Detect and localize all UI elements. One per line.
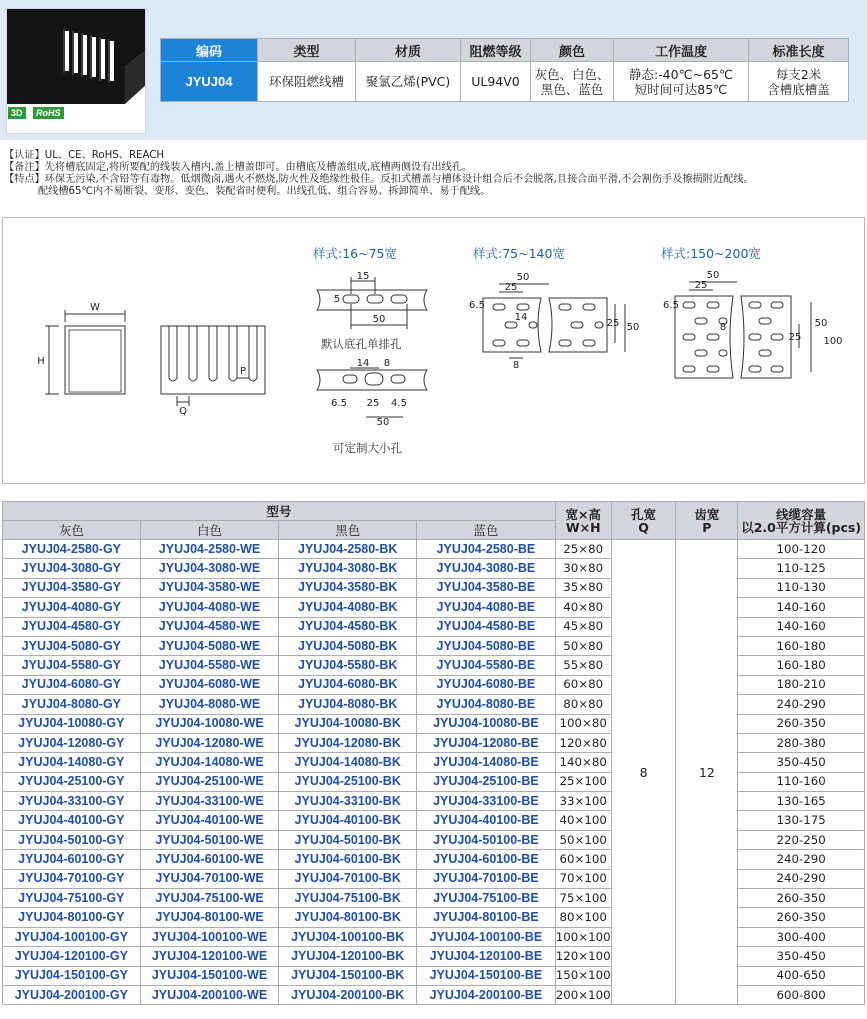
model-blue: JYUJ04-2580-BE — [417, 540, 556, 559]
model-white: JYUJ04-25100-WE — [140, 772, 279, 791]
model-blue: JYUJ04-4580-BE — [417, 617, 556, 636]
dim-8: 8 — [383, 358, 391, 369]
size-wh: 80×80 — [555, 695, 611, 714]
dim-14: 14 — [356, 358, 370, 369]
spec-color-line2: 黑色、蓝色 — [540, 81, 604, 97]
header-model: 型号 — [3, 502, 556, 521]
model-table-body — [3, 540, 865, 1005]
size-wh: 55×80 — [555, 656, 611, 675]
model-gray: JYUJ04-6080-GY — [3, 675, 141, 694]
dim-75-50: 50 — [516, 272, 530, 283]
spec-length-line1: 每支2米 — [775, 66, 822, 82]
note-feature: 【特点】环保无污染,不含铅等有毒物。低烟微卤,遇火不燃烧,防火性及绝缘性极佳。反扣式槽盖与槽体设计组合后不会脱落,且接合面平滑,不会割伤手及擦损附近配线。 — [4, 174, 754, 185]
size-wh: 40×80 — [555, 598, 611, 617]
model-white: JYUJ04-70100-WE — [140, 869, 279, 888]
cable-capacity: 110-160 — [738, 772, 865, 791]
dim-150-25v: 25 — [788, 332, 802, 343]
size-wh: 75×100 — [555, 889, 611, 908]
spec-header-temp: 工作温度 — [614, 39, 749, 62]
model-white: JYUJ04-200100-WE — [140, 985, 279, 1004]
dim-150-100v: 100 — [823, 336, 843, 347]
model-gray: JYUJ04-100100-GY — [3, 927, 141, 946]
note-certification: 【认证】UL、CE、RoHS、REACH — [4, 150, 165, 161]
model-gray: JYUJ04-2580-GY — [3, 540, 141, 559]
model-black: JYUJ04-14080-BK — [279, 753, 417, 772]
model-gray: JYUJ04-8080-GY — [3, 695, 141, 714]
style-label-75-140: 样式:75~140宽 — [473, 246, 565, 261]
model-black: JYUJ04-100100-BK — [279, 927, 417, 946]
model-black: JYUJ04-120100-BK — [279, 947, 417, 966]
3d-badge: 3D — [8, 107, 26, 119]
model-black: JYUJ04-12080-BK — [279, 733, 417, 752]
model-gray: JYUJ04-200100-GY — [3, 985, 141, 1004]
header-gray: 灰色 — [3, 521, 141, 540]
cable-capacity: 140-160 — [738, 598, 865, 617]
header-wh-line2: W×H — [565, 519, 601, 535]
model-black: JYUJ04-40100-BK — [279, 811, 417, 830]
header-capacity — [738, 502, 865, 540]
dim-150-50: 50 — [706, 270, 720, 281]
spec-color — [531, 62, 614, 102]
cable-capacity: 240-290 — [738, 850, 865, 869]
size-wh: 50×100 — [555, 830, 611, 849]
model-blue: JYUJ04-150100-BE — [417, 966, 556, 985]
model-gray: JYUJ04-3580-GY — [3, 578, 141, 597]
model-blue: JYUJ04-5580-BE — [417, 656, 556, 675]
spec-header-flame: 阻燃等级 — [461, 39, 531, 62]
model-gray: JYUJ04-33100-GY — [3, 792, 141, 811]
model-gray: JYUJ04-14080-GY — [3, 753, 141, 772]
model-white: JYUJ04-40100-WE — [140, 811, 279, 830]
model-gray: JYUJ04-5080-GY — [3, 636, 141, 655]
model-white: JYUJ04-12080-WE — [140, 733, 279, 752]
model-black: JYUJ04-200100-BK — [279, 985, 417, 1004]
cable-capacity: 110-125 — [738, 559, 865, 578]
dim-150-25: 25 — [694, 280, 708, 291]
model-blue: JYUJ04-12080-BE — [417, 733, 556, 752]
cable-capacity: 130-175 — [738, 811, 865, 830]
cable-capacity: 240-290 — [738, 695, 865, 714]
model-blue: JYUJ04-60100-BE — [417, 850, 556, 869]
model-white: JYUJ04-5080-WE — [140, 636, 279, 655]
spec-temp-line2: 短时间可达85℃ — [634, 81, 728, 97]
cable-capacity: 160-180 — [738, 636, 865, 655]
cable-capacity: 600-800 — [738, 985, 865, 1004]
style-label-16-75: 样式:16~75宽 — [313, 246, 397, 261]
model-blue: JYUJ04-8080-BE — [417, 695, 556, 714]
dim-h: H — [37, 356, 45, 367]
model-blue: JYUJ04-5080-BE — [417, 636, 556, 655]
size-wh: 40×100 — [555, 811, 611, 830]
size-wh: 35×80 — [555, 578, 611, 597]
model-blue: JYUJ04-4080-BE — [417, 598, 556, 617]
model-blue: JYUJ04-70100-BE — [417, 869, 556, 888]
spec-flame: UL94V0 — [461, 62, 531, 102]
model-white: JYUJ04-3080-WE — [140, 559, 279, 578]
model-gray: JYUJ04-150100-GY — [3, 966, 141, 985]
style-label-150-200: 样式:150~200宽 — [661, 246, 761, 261]
model-black: JYUJ04-150100-BK — [279, 966, 417, 985]
model-white: JYUJ04-3580-WE — [140, 578, 279, 597]
caption-default-holes: 默认底孔单排孔 — [321, 337, 402, 351]
model-blue: JYUJ04-14080-BE — [417, 753, 556, 772]
spec-header-code: 编码 — [161, 39, 258, 62]
model-black: JYUJ04-70100-BK — [279, 869, 417, 888]
spec-header-length: 标准长度 — [749, 39, 849, 62]
model-blue: JYUJ04-40100-BE — [417, 811, 556, 830]
model-blue: JYUJ04-100100-BE — [417, 927, 556, 946]
model-gray: JYUJ04-10080-GY — [3, 714, 141, 733]
model-white: JYUJ04-14080-WE — [140, 753, 279, 772]
size-wh: 50×80 — [555, 636, 611, 655]
caption-custom-holes: 可定制大小孔 — [333, 441, 402, 455]
duct-product-illustration — [7, 9, 146, 134]
model-white: JYUJ04-60100-WE — [140, 850, 279, 869]
model-blue: JYUJ04-200100-BE — [417, 985, 556, 1004]
cable-capacity: 350-450 — [738, 947, 865, 966]
size-wh: 70×100 — [555, 869, 611, 888]
model-blue: JYUJ04-25100-BE — [417, 772, 556, 791]
model-white: JYUJ04-8080-WE — [140, 695, 279, 714]
model-black: JYUJ04-50100-BK — [279, 830, 417, 849]
size-wh: 120×80 — [555, 733, 611, 752]
model-gray: JYUJ04-12080-GY — [3, 733, 141, 752]
dim-q: Q — [179, 406, 187, 417]
model-gray: JYUJ04-5580-GY — [3, 656, 141, 675]
model-gray: JYUJ04-120100-GY — [3, 947, 141, 966]
dim-75-50v: 50 — [626, 322, 640, 333]
model-white: JYUJ04-33100-WE — [140, 792, 279, 811]
model-white: JYUJ04-100100-WE — [140, 927, 279, 946]
model-gray: JYUJ04-40100-GY — [3, 811, 141, 830]
header-blue: 蓝色 — [417, 521, 556, 540]
spec-header-color: 颜色 — [531, 39, 614, 62]
model-white: JYUJ04-10080-WE — [140, 714, 279, 733]
model-gray: JYUJ04-4080-GY — [3, 598, 141, 617]
model-gray: JYUJ04-4580-GY — [3, 617, 141, 636]
product-image — [6, 8, 146, 134]
cable-capacity: 240-290 — [738, 869, 865, 888]
cable-capacity: 300-400 — [738, 927, 865, 946]
header-q-line1: 孔宽 — [631, 506, 657, 522]
dim-p: P — [239, 366, 247, 377]
model-black: JYUJ04-25100-BK — [279, 772, 417, 791]
model-black: JYUJ04-2580-BK — [279, 540, 417, 559]
header-p-line1: 齿宽 — [694, 506, 720, 522]
model-blue: JYUJ04-50100-BE — [417, 830, 556, 849]
model-black: JYUJ04-8080-BK — [279, 695, 417, 714]
dim-75-25: 25 — [504, 282, 518, 293]
dim-75-14: 14 — [514, 312, 528, 323]
note-remark: 【备注】先将槽底固定,将所要配的线装入槽内,盖上槽盖即可。由槽底及槽盖组成,底槽两侧设有出线孔。 — [4, 162, 473, 173]
size-wh: 120×100 — [555, 947, 611, 966]
header-black: 黑色 — [279, 521, 417, 540]
model-black: JYUJ04-5080-BK — [279, 636, 417, 655]
model-blue: JYUJ04-33100-BE — [417, 792, 556, 811]
model-blue: JYUJ04-10080-BE — [417, 714, 556, 733]
model-gray: JYUJ04-25100-GY — [3, 772, 141, 791]
model-black: JYUJ04-4080-BK — [279, 598, 417, 617]
model-white: JYUJ04-5580-WE — [140, 656, 279, 675]
header-capacity-line1: 线缆容量 — [776, 506, 827, 522]
header-capacity-line2: 以2.0平方计算(pcs) — [741, 519, 862, 535]
model-black: JYUJ04-75100-BK — [279, 889, 417, 908]
size-wh: 140×80 — [555, 753, 611, 772]
cable-capacity: 160-180 — [738, 656, 865, 675]
model-black: JYUJ04-6080-BK — [279, 675, 417, 694]
spec-length — [749, 62, 849, 102]
spec-temp — [614, 62, 749, 102]
header-q — [611, 502, 676, 540]
dim-150-50v: 50 — [814, 318, 828, 329]
model-black: JYUJ04-3580-BK — [279, 578, 417, 597]
model-gray: JYUJ04-80100-GY — [3, 908, 141, 927]
spec-table — [160, 38, 849, 102]
hole-width: 8 — [611, 540, 676, 1005]
size-wh: 60×100 — [555, 850, 611, 869]
header-wh-line1: 宽×高 — [565, 506, 601, 522]
dim-25: 25 — [366, 398, 380, 409]
model-black: JYUJ04-10080-BK — [279, 714, 417, 733]
size-wh: 25×100 — [555, 772, 611, 791]
header-p — [676, 502, 738, 540]
dim-6-5: 6.5 — [331, 398, 347, 409]
model-white: JYUJ04-50100-WE — [140, 830, 279, 849]
spec-code: JYUJ04 — [161, 62, 258, 102]
cable-capacity: 280-380 — [738, 733, 865, 752]
dim-15: 15 — [356, 271, 370, 282]
spec-value-row — [161, 62, 849, 102]
size-wh: 100×100 — [555, 927, 611, 946]
dim-4-5: 4.5 — [391, 398, 407, 409]
model-white: JYUJ04-4080-WE — [140, 598, 279, 617]
dim-w: W — [90, 302, 100, 313]
model-gray: JYUJ04-50100-GY — [3, 830, 141, 849]
dim-75-25v: 25 — [606, 318, 620, 329]
cable-capacity: 130-165 — [738, 792, 865, 811]
tooth-width: 12 — [676, 540, 738, 1005]
model-gray: JYUJ04-60100-GY — [3, 850, 141, 869]
dim-75-8: 8 — [512, 360, 520, 371]
diagram-panel — [2, 217, 865, 484]
model-white: JYUJ04-6080-WE — [140, 675, 279, 694]
cable-capacity: 260-350 — [738, 889, 865, 908]
model-white: JYUJ04-75100-WE — [140, 889, 279, 908]
model-white: JYUJ04-120100-WE — [140, 947, 279, 966]
cable-capacity: 100-120 — [738, 540, 865, 559]
cable-capacity: 140-160 — [738, 617, 865, 636]
model-white: JYUJ04-4580-WE — [140, 617, 279, 636]
spec-header-material: 材质 — [356, 39, 461, 62]
rohs-badge: RoHS — [33, 107, 64, 119]
header-white: 白色 — [140, 521, 279, 540]
size-wh: 80×100 — [555, 908, 611, 927]
cable-capacity: 180-210 — [738, 675, 865, 694]
size-wh: 200×100 — [555, 985, 611, 1004]
model-gray: JYUJ04-3080-GY — [3, 559, 141, 578]
notes-block — [4, 150, 864, 198]
size-wh: 100×80 — [555, 714, 611, 733]
spec-header-type: 类型 — [258, 39, 356, 62]
model-blue: JYUJ04-80100-BE — [417, 908, 556, 927]
dim-5: 5 — [333, 294, 341, 305]
header-q-line2: Q — [638, 519, 649, 535]
spec-length-line2: 含槽底槽盖 — [767, 81, 830, 97]
cable-capacity: 260-350 — [738, 714, 865, 733]
cable-capacity: 350-450 — [738, 753, 865, 772]
size-wh: 150×100 — [555, 966, 611, 985]
model-black: JYUJ04-3080-BK — [279, 559, 417, 578]
size-wh: 60×80 — [555, 675, 611, 694]
header-wh — [555, 502, 611, 540]
model-white: JYUJ04-80100-WE — [140, 908, 279, 927]
model-header-row-1 — [3, 502, 865, 521]
spec-type: 环保阻燃线槽 — [258, 62, 356, 102]
size-wh: 33×100 — [555, 792, 611, 811]
model-blue: JYUJ04-120100-BE — [417, 947, 556, 966]
dim-150-6-5: 6.5 — [663, 300, 679, 311]
size-wh: 30×80 — [555, 559, 611, 578]
table-row — [3, 540, 865, 559]
model-blue: JYUJ04-3080-BE — [417, 559, 556, 578]
note-feature-cont: 配线槽65℃内不易断裂、变形、变色、装配省时便利。出线孔低、组合容易、拆卸简单、易于配线。 — [38, 186, 491, 197]
model-black: JYUJ04-5580-BK — [279, 656, 417, 675]
dim-50: 50 — [372, 314, 386, 325]
model-white: JYUJ04-2580-WE — [140, 540, 279, 559]
model-gray: JYUJ04-70100-GY — [3, 869, 141, 888]
model-black: JYUJ04-33100-BK — [279, 792, 417, 811]
model-white: JYUJ04-150100-WE — [140, 966, 279, 985]
spec-header-row — [161, 39, 849, 62]
cable-capacity: 400-650 — [738, 966, 865, 985]
model-black: JYUJ04-60100-BK — [279, 850, 417, 869]
model-black: JYUJ04-4580-BK — [279, 617, 417, 636]
model-blue: JYUJ04-3580-BE — [417, 578, 556, 597]
cable-capacity: 220-250 — [738, 830, 865, 849]
model-gray: JYUJ04-75100-GY — [3, 889, 141, 908]
model-black: JYUJ04-80100-BK — [279, 908, 417, 927]
dim-75-6-5: 6.5 — [469, 300, 485, 311]
dim-150-8: 8 — [719, 322, 727, 333]
spec-temp-line1: 静态:-40℃~65℃ — [628, 66, 734, 82]
size-wh: 45×80 — [555, 617, 611, 636]
dim-50b: 50 — [376, 417, 390, 428]
header-p-line2: P — [702, 519, 712, 535]
model-table — [2, 501, 865, 1005]
spec-color-line1: 灰色、白色、 — [534, 66, 610, 82]
model-blue: JYUJ04-75100-BE — [417, 889, 556, 908]
size-wh: 25×80 — [555, 540, 611, 559]
spec-material: 聚氯乙烯(PVC) — [356, 62, 461, 102]
cable-capacity: 110-130 — [738, 578, 865, 597]
model-blue: JYUJ04-6080-BE — [417, 675, 556, 694]
cable-capacity: 260-350 — [738, 908, 865, 927]
